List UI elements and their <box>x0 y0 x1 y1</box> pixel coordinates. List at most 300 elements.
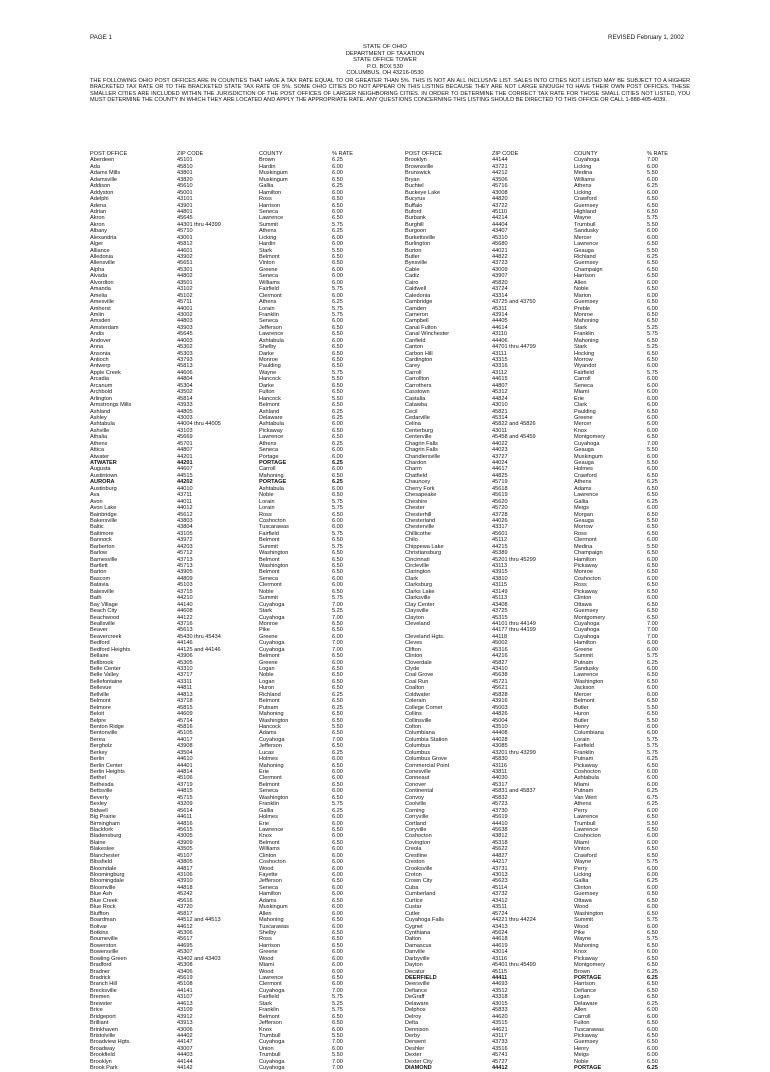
rate-cell: 6.00 <box>647 865 658 872</box>
post-office-cell: Burghill <box>405 221 424 228</box>
county-cell: Carroll <box>259 466 276 473</box>
zip-code-cell: 45001 <box>177 189 193 196</box>
post-office-cell: Brinkhaven <box>90 1026 118 1033</box>
county-cell: Delaware <box>574 1000 598 1007</box>
zip-code-cell: 45723 <box>492 801 508 808</box>
post-office-cell: Cincinnati <box>405 556 430 563</box>
rate-cell: 6.25 <box>647 659 658 666</box>
zip-code-cell: 45004 <box>492 717 508 724</box>
col-header-county: COUNTY <box>259 151 283 157</box>
county-cell: Coshocton <box>574 833 601 840</box>
rate-cell: 6.00 <box>332 756 343 763</box>
county-cell: Ross <box>259 196 272 203</box>
post-office-cell: Bloomville <box>90 884 116 891</box>
zip-code-cell: 43733 <box>492 1039 508 1046</box>
zip-code-cell: 43728 <box>492 511 508 518</box>
zip-code-cell: 45638 <box>492 672 508 679</box>
county-cell: Greene <box>259 659 278 666</box>
county-cell: Preble <box>574 305 591 312</box>
rate-cell: 5.75 <box>647 749 658 756</box>
rate-cell: 6.00 <box>332 659 343 666</box>
zip-code-cell: 43718 <box>177 698 193 705</box>
rate-cell: 5.50 <box>332 395 343 402</box>
rate-cell: 6.00 <box>332 923 343 930</box>
rate-cell: 6.50 <box>647 318 658 325</box>
post-office-cell: Chardon <box>405 460 427 466</box>
rate-cell: 6.50 <box>332 556 343 563</box>
zip-code-cell: 43512 <box>492 987 508 994</box>
county-cell: Geauga <box>574 447 594 454</box>
rate-cell: 6.50 <box>332 563 343 569</box>
county-cell: Defiance <box>574 987 597 994</box>
post-office-cell: Cheshire <box>405 498 428 505</box>
post-office-cell: Allensville <box>90 260 115 267</box>
county-cell: Guernsey <box>574 891 599 898</box>
zip-code-cell: 44805 <box>177 408 193 415</box>
letterhead-line: STATE OFFICE TOWER <box>353 57 417 64</box>
post-office-cell: Belle Center <box>90 666 121 672</box>
post-office-cell: Berlin Center <box>90 762 123 769</box>
rate-cell: 6.50 <box>647 711 658 718</box>
zip-code-cell: 45621 <box>492 685 508 692</box>
post-office-cell: Amesville <box>90 299 114 306</box>
county-cell: Holmes <box>574 466 593 473</box>
post-office-cell: Botkins <box>90 929 109 936</box>
rate-cell: 6.00 <box>332 337 343 344</box>
post-office-cell: Akron <box>90 215 105 222</box>
county-cell: Jefferson <box>259 324 282 331</box>
zip-code-cell: 45305 <box>177 659 193 666</box>
county-cell: Butler <box>574 717 589 724</box>
county-cell: Crawford <box>574 852 597 859</box>
post-office-cell: Chillicothe <box>405 530 431 537</box>
county-cell: Cuyahoga <box>574 157 600 164</box>
post-office-cell: Columbus Grove <box>405 756 447 763</box>
rate-cell: 6.50 <box>647 1058 658 1065</box>
county-cell: Guernsey <box>574 1039 599 1046</box>
county-cell: Pickaway <box>574 588 598 595</box>
rate-cell: 6.00 <box>332 962 343 969</box>
post-office-cell: Bartlett <box>90 563 108 569</box>
county-cell: Mercer <box>574 234 592 241</box>
left-table-body <box>90 157 380 1071</box>
zip-code-cell: 43902 <box>177 254 193 260</box>
post-office-cell: Clay Center <box>405 601 435 608</box>
zip-code-cell: 44802 <box>177 273 193 280</box>
county-cell: Adams <box>259 897 277 904</box>
post-office-cell: Apple Creek <box>90 369 121 376</box>
county-cell: Noble <box>259 672 274 679</box>
zip-code-cell: 43725 <box>492 608 508 615</box>
county-cell: Ashtabula <box>259 485 284 492</box>
rate-cell: 6.00 <box>647 376 658 383</box>
county-cell: Montgomery <box>574 434 606 441</box>
zip-code-cell: 43717 <box>177 672 193 679</box>
post-office-cell: Cecil <box>405 408 418 415</box>
post-office-cell: Batavia <box>90 582 109 589</box>
rate-cell: 6.00 <box>647 646 658 653</box>
county-cell: Seneca <box>259 208 278 215</box>
county-cell: Belmont <box>259 537 280 544</box>
county-cell: Coshocton <box>574 769 601 775</box>
zip-code-cell: 44017 <box>177 736 193 743</box>
post-office-cell: Bellville <box>90 691 109 698</box>
rate-cell: 5.75 <box>332 369 343 376</box>
county-cell: Hamilton <box>574 640 597 647</box>
post-office-cell: Archbold <box>90 389 113 396</box>
post-office-cell: Coolville <box>405 801 427 808</box>
post-office-cell: AURORA <box>90 479 115 486</box>
county-cell: Cuyahoga <box>259 987 285 994</box>
zip-code-cell: 45002 <box>492 640 508 647</box>
zip-code-cell: 43810 <box>492 575 508 582</box>
zip-code-cell: 44217 <box>492 859 508 866</box>
rate-cell: 6.00 <box>332 517 343 524</box>
rate-cell: 6.50 <box>332 730 343 737</box>
rate-cell: 6.50 <box>332 202 343 209</box>
zip-code-cell: 44824 <box>492 395 508 402</box>
post-office-cell: DEERFIELD <box>405 975 437 981</box>
county-cell: Wood <box>259 865 274 872</box>
post-office-cell: Cedarville <box>405 414 430 421</box>
county-cell: Clermont <box>259 582 282 589</box>
post-office-cell: Creston <box>405 859 425 866</box>
rate-cell: 6.00 <box>647 414 658 421</box>
rate-cell: 6.50 <box>332 743 343 750</box>
county-cell: Pickaway <box>574 1032 598 1039</box>
rate-cell: 5.25 <box>332 1000 343 1007</box>
post-office-cell: Berlin Heights <box>90 769 125 775</box>
rate-cell: 7.00 <box>332 1039 343 1046</box>
county-cell: Shelby <box>259 344 277 351</box>
county-cell: Pike <box>259 627 270 634</box>
county-cell: Huron <box>259 685 275 692</box>
post-office-cell: Derby <box>405 1032 420 1039</box>
post-office-cell: Arlington <box>90 395 113 402</box>
zip-code-cell: 45113 <box>492 595 508 602</box>
zip-code-cell: 43720 <box>177 904 193 911</box>
rate-cell: 6.50 <box>647 846 658 853</box>
zip-code-cell: 44695 <box>177 942 193 949</box>
zip-code-cell: 45812 <box>177 241 193 248</box>
county-cell: Mahoning <box>574 318 599 325</box>
county-cell: Hamilton <box>574 556 597 563</box>
zip-code-cell: 44606 <box>177 369 193 376</box>
rate-cell: 6.00 <box>647 292 658 299</box>
post-office-cell: Bethesda <box>90 781 114 788</box>
post-office-cell: Bath <box>90 595 102 602</box>
post-office-cell: Clyde <box>405 666 420 672</box>
county-cell: Greene <box>574 646 593 653</box>
post-office-cell: Beach City <box>90 608 118 615</box>
post-office-cell: Arcadia <box>90 376 109 383</box>
post-office-cell: Brooklyn <box>405 157 427 164</box>
county-cell: Carroll <box>574 376 591 383</box>
county-cell: Athens <box>574 479 592 486</box>
post-office-cell: Blissfield <box>90 859 113 866</box>
county-cell: Wayne <box>574 215 592 222</box>
county-cell: Lawrence <box>574 241 599 248</box>
zip-code-cell: 44142 <box>177 1065 193 1072</box>
letterhead <box>0 44 770 77</box>
post-office-cell: Blanchester <box>90 852 120 859</box>
post-office-cell: Charm <box>405 466 422 473</box>
zip-code-cell: 43804 <box>177 524 193 531</box>
zip-code-cell: 43011 <box>492 427 508 434</box>
rate-cell: 6.00 <box>647 1007 658 1014</box>
zip-code-cell: 43793 <box>177 357 193 363</box>
county-cell: Geauga <box>574 460 594 466</box>
rate-cell: 6.50 <box>332 878 343 885</box>
rate-cell: 6.00 <box>332 1045 343 1052</box>
rate-cell: 6.50 <box>332 897 343 904</box>
rate-cell: 5.50 <box>647 460 658 466</box>
post-office-cell: Cable <box>405 266 420 273</box>
zip-code-cell: 43811 <box>492 769 508 775</box>
rate-cell: 6.00 <box>332 955 343 962</box>
rate-cell: 6.00 <box>332 981 343 988</box>
rate-cell: 5.75 <box>332 498 343 505</box>
rate-cell: 6.00 <box>647 872 658 878</box>
rate-cell: 6.00 <box>332 814 343 821</box>
rate-cell: 7.00 <box>332 1058 343 1065</box>
post-office-cell: Deshler <box>405 1045 425 1052</box>
rate-cell: 6.50 <box>647 955 658 962</box>
rate-cell: 7.00 <box>332 987 343 994</box>
county-cell: Fayette <box>259 872 278 878</box>
zip-code-cell: 44022 <box>492 440 508 447</box>
post-office-cell: Bremen <box>90 994 110 1001</box>
post-office-cell: Canal Fulton <box>405 324 437 331</box>
rate-cell: 6.50 <box>332 762 343 769</box>
county-cell: Richland <box>574 254 596 260</box>
county-cell: Washington <box>574 678 604 685</box>
zip-code-cell: 45458 and 45459 <box>492 434 536 441</box>
rate-cell: 6.50 <box>647 981 658 988</box>
zip-code-cell: 45813 <box>177 363 193 370</box>
rate-cell: 6.00 <box>332 904 343 911</box>
rate-cell: 6.00 <box>647 833 658 840</box>
zip-code-cell: 44615 <box>492 376 508 383</box>
rate-cell: 6.50 <box>647 672 658 679</box>
zip-code-cell: 43915 <box>492 569 508 576</box>
county-cell: Richland <box>259 691 281 698</box>
rate-cell: 6.00 <box>647 234 658 241</box>
rate-cell: 6.50 <box>647 563 658 569</box>
post-office-cell: Chesterland <box>405 517 436 524</box>
zip-code-cell: 44817 <box>177 865 193 872</box>
county-cell: Morrow <box>574 524 593 531</box>
zip-code-cell: 45815 <box>177 704 193 711</box>
county-cell: Noble <box>574 1058 589 1065</box>
rate-cell: 6.50 <box>647 614 658 621</box>
zip-code-cell: 44620 <box>492 1013 508 1020</box>
rate-cell: 6.50 <box>332 929 343 936</box>
zip-code-cell: 44412 <box>492 1065 508 1072</box>
post-office-cell: Convoy <box>405 794 424 801</box>
zip-code-cell: 45302 <box>177 344 193 351</box>
zip-code-cell: 44804 <box>177 376 193 383</box>
zip-code-cell: 44406 <box>492 337 508 344</box>
county-cell: Miami <box>259 962 274 969</box>
zip-code-cell: 45715 <box>177 794 193 801</box>
rate-cell: 6.50 <box>332 402 343 409</box>
post-office-cell: Clarington <box>405 569 431 576</box>
post-office-cell: Crooksville <box>405 865 433 872</box>
post-office-cell: Bristolville <box>90 1032 116 1039</box>
post-office-cell: Dalton <box>405 936 422 943</box>
post-office-cell: Decatur <box>405 968 425 975</box>
letterhead-line: COLUMBUS, OH 43216-0530 <box>346 70 424 77</box>
rate-cell: 6.25 <box>332 749 343 756</box>
zip-code-cell: 45242 <box>177 891 193 898</box>
county-cell: Mercer <box>574 421 592 428</box>
post-office-cell: Antwerp <box>90 363 111 370</box>
post-office-cell: Chesterville <box>405 524 435 531</box>
rate-cell: 5.75 <box>332 530 343 537</box>
zip-code-cell: 44701 thru 44799 <box>492 344 536 351</box>
county-cell: Stark <box>259 608 273 615</box>
rate-cell: 6.00 <box>647 163 658 170</box>
rate-cell: 7.00 <box>647 633 658 640</box>
county-cell: Mahoning <box>259 762 284 769</box>
zip-code-cell: 45307 <box>177 949 193 956</box>
post-office-cell: Clarksburg <box>405 582 433 589</box>
zip-code-cell: 44216 <box>492 653 508 660</box>
zip-code-cell: 43506 <box>492 176 508 183</box>
county-cell: Montgomery <box>574 614 606 621</box>
rate-cell: 7.00 <box>332 614 343 621</box>
zip-code-cell: 43013 <box>492 872 508 878</box>
county-cell: Erie <box>574 395 584 402</box>
county-cell: Noble <box>259 492 274 499</box>
county-cell: Putnam <box>574 788 594 795</box>
post-office-cell: Alvada <box>90 273 108 280</box>
post-office-cell: Damascus <box>405 942 432 949</box>
county-cell: Fairfield <box>574 743 594 750</box>
rate-cell: 6.00 <box>332 891 343 898</box>
county-cell: Franklin <box>259 311 279 318</box>
zip-code-cell: 43408 <box>492 601 508 608</box>
rate-cell: 6.25 <box>332 408 343 415</box>
zip-code-cell: 45613 <box>177 627 193 634</box>
rate-cell: 6.00 <box>647 730 658 737</box>
zip-code-cell: 43310 <box>177 666 193 672</box>
rate-cell: 6.00 <box>647 1045 658 1052</box>
county-cell: Crawford <box>574 472 597 479</box>
rate-cell: 5.50 <box>647 447 658 454</box>
rate-cell: 6.50 <box>332 1013 343 1020</box>
county-cell: Ross <box>259 511 272 518</box>
post-office-cell: Augusta <box>90 466 111 473</box>
col-header-county: COUNTY <box>574 151 598 157</box>
post-office-cell: Burton <box>405 247 422 254</box>
county-cell: Ashtabula <box>259 421 284 428</box>
county-cell: Crawford <box>574 196 597 203</box>
post-office-cell: Bloomingburg <box>90 872 125 878</box>
post-office-cell: Cumberland <box>405 891 436 898</box>
zip-code-cell: 45614 <box>177 807 193 814</box>
zip-code-cell: 44813 <box>177 691 193 698</box>
county-cell: Allen <box>259 910 272 917</box>
county-cell: Pickaway <box>574 563 598 569</box>
county-cell: Meigs <box>574 1052 589 1059</box>
rate-cell: 6.00 <box>647 363 658 370</box>
zip-code-cell: 43516 <box>492 1045 508 1052</box>
zip-code-cell: 45828 <box>492 691 508 698</box>
zip-code-cell: 45303 <box>177 350 193 357</box>
zip-code-cell: 45645 <box>177 331 193 338</box>
county-cell: Medina <box>574 543 593 550</box>
post-office-cell: Carbon Hill <box>405 350 433 357</box>
county-cell: Henry <box>574 1045 589 1052</box>
rate-cell: 6.00 <box>647 769 658 775</box>
post-office-cell: Centerville <box>405 434 432 441</box>
rate-cell: 6.00 <box>647 537 658 544</box>
zip-code-cell: 45103 <box>177 582 193 589</box>
rate-cell: 6.50 <box>332 344 343 351</box>
zip-code-cell: 43008 <box>492 189 508 196</box>
zip-code-cell: 45816 <box>177 723 193 730</box>
rate-cell: 5.75 <box>332 595 343 602</box>
post-office-cell: Big Prairie <box>90 814 116 821</box>
rate-cell: 6.00 <box>647 640 658 647</box>
rate-cell: 6.00 <box>647 839 658 846</box>
county-cell: Wyandot <box>574 363 597 370</box>
county-cell: Tuscarawas <box>259 524 289 531</box>
zip-code-cell: 44004 thru 44005 <box>177 421 221 428</box>
county-cell: Clermont <box>259 292 282 299</box>
county-cell: Monroe <box>259 357 278 363</box>
post-office-cell: Brookfield <box>90 1052 115 1059</box>
zip-code-cell: 43102 <box>177 286 193 293</box>
page-label: PAGE 1 <box>90 34 112 41</box>
rate-cell: 6.00 <box>647 949 658 956</box>
rate-cell: 6.00 <box>647 402 658 409</box>
county-cell: PORTAGE <box>259 479 287 486</box>
zip-code-cell: 45711 <box>177 299 193 306</box>
zip-code-cell: 45822 and 45826 <box>492 421 536 428</box>
rate-cell: 6.00 <box>332 910 343 917</box>
zip-code-cell: 45311 <box>492 305 508 312</box>
zip-code-cell: 45610 <box>177 183 193 190</box>
post-office-cell: Coldwater <box>405 691 431 698</box>
rate-cell: 5.25 <box>647 344 658 351</box>
post-office-cell: Covington <box>405 839 431 846</box>
rate-cell: 6.25 <box>332 704 343 711</box>
county-cell: Ross <box>574 530 587 537</box>
county-cell: Licking <box>574 872 592 878</box>
rate-cell: 6.50 <box>647 241 658 248</box>
post-office-cell: Commercial Point <box>405 762 450 769</box>
county-cell: Clermont <box>259 775 282 782</box>
col-header-post-office: POST OFFICE <box>405 151 443 157</box>
rate-cell: 6.50 <box>647 852 658 859</box>
county-cell: Licking <box>259 234 277 241</box>
post-office-cell: Carrothers <box>405 382 432 389</box>
rate-cell: 6.50 <box>332 942 343 949</box>
rate-cell: 6.00 <box>332 884 343 891</box>
county-cell: Athens <box>574 801 592 808</box>
county-cell: Muskingum <box>259 176 288 183</box>
zip-code-cell: 45721 <box>492 678 508 685</box>
rate-cell: 6.50 <box>332 176 343 183</box>
rate-cell: 6.25 <box>647 968 658 975</box>
rate-cell: 6.00 <box>332 769 343 775</box>
rate-cell: 6.00 <box>647 595 658 602</box>
zip-code-cell: 43725 and 43750 <box>492 299 536 306</box>
post-office-cell: Bettsville <box>90 788 113 795</box>
